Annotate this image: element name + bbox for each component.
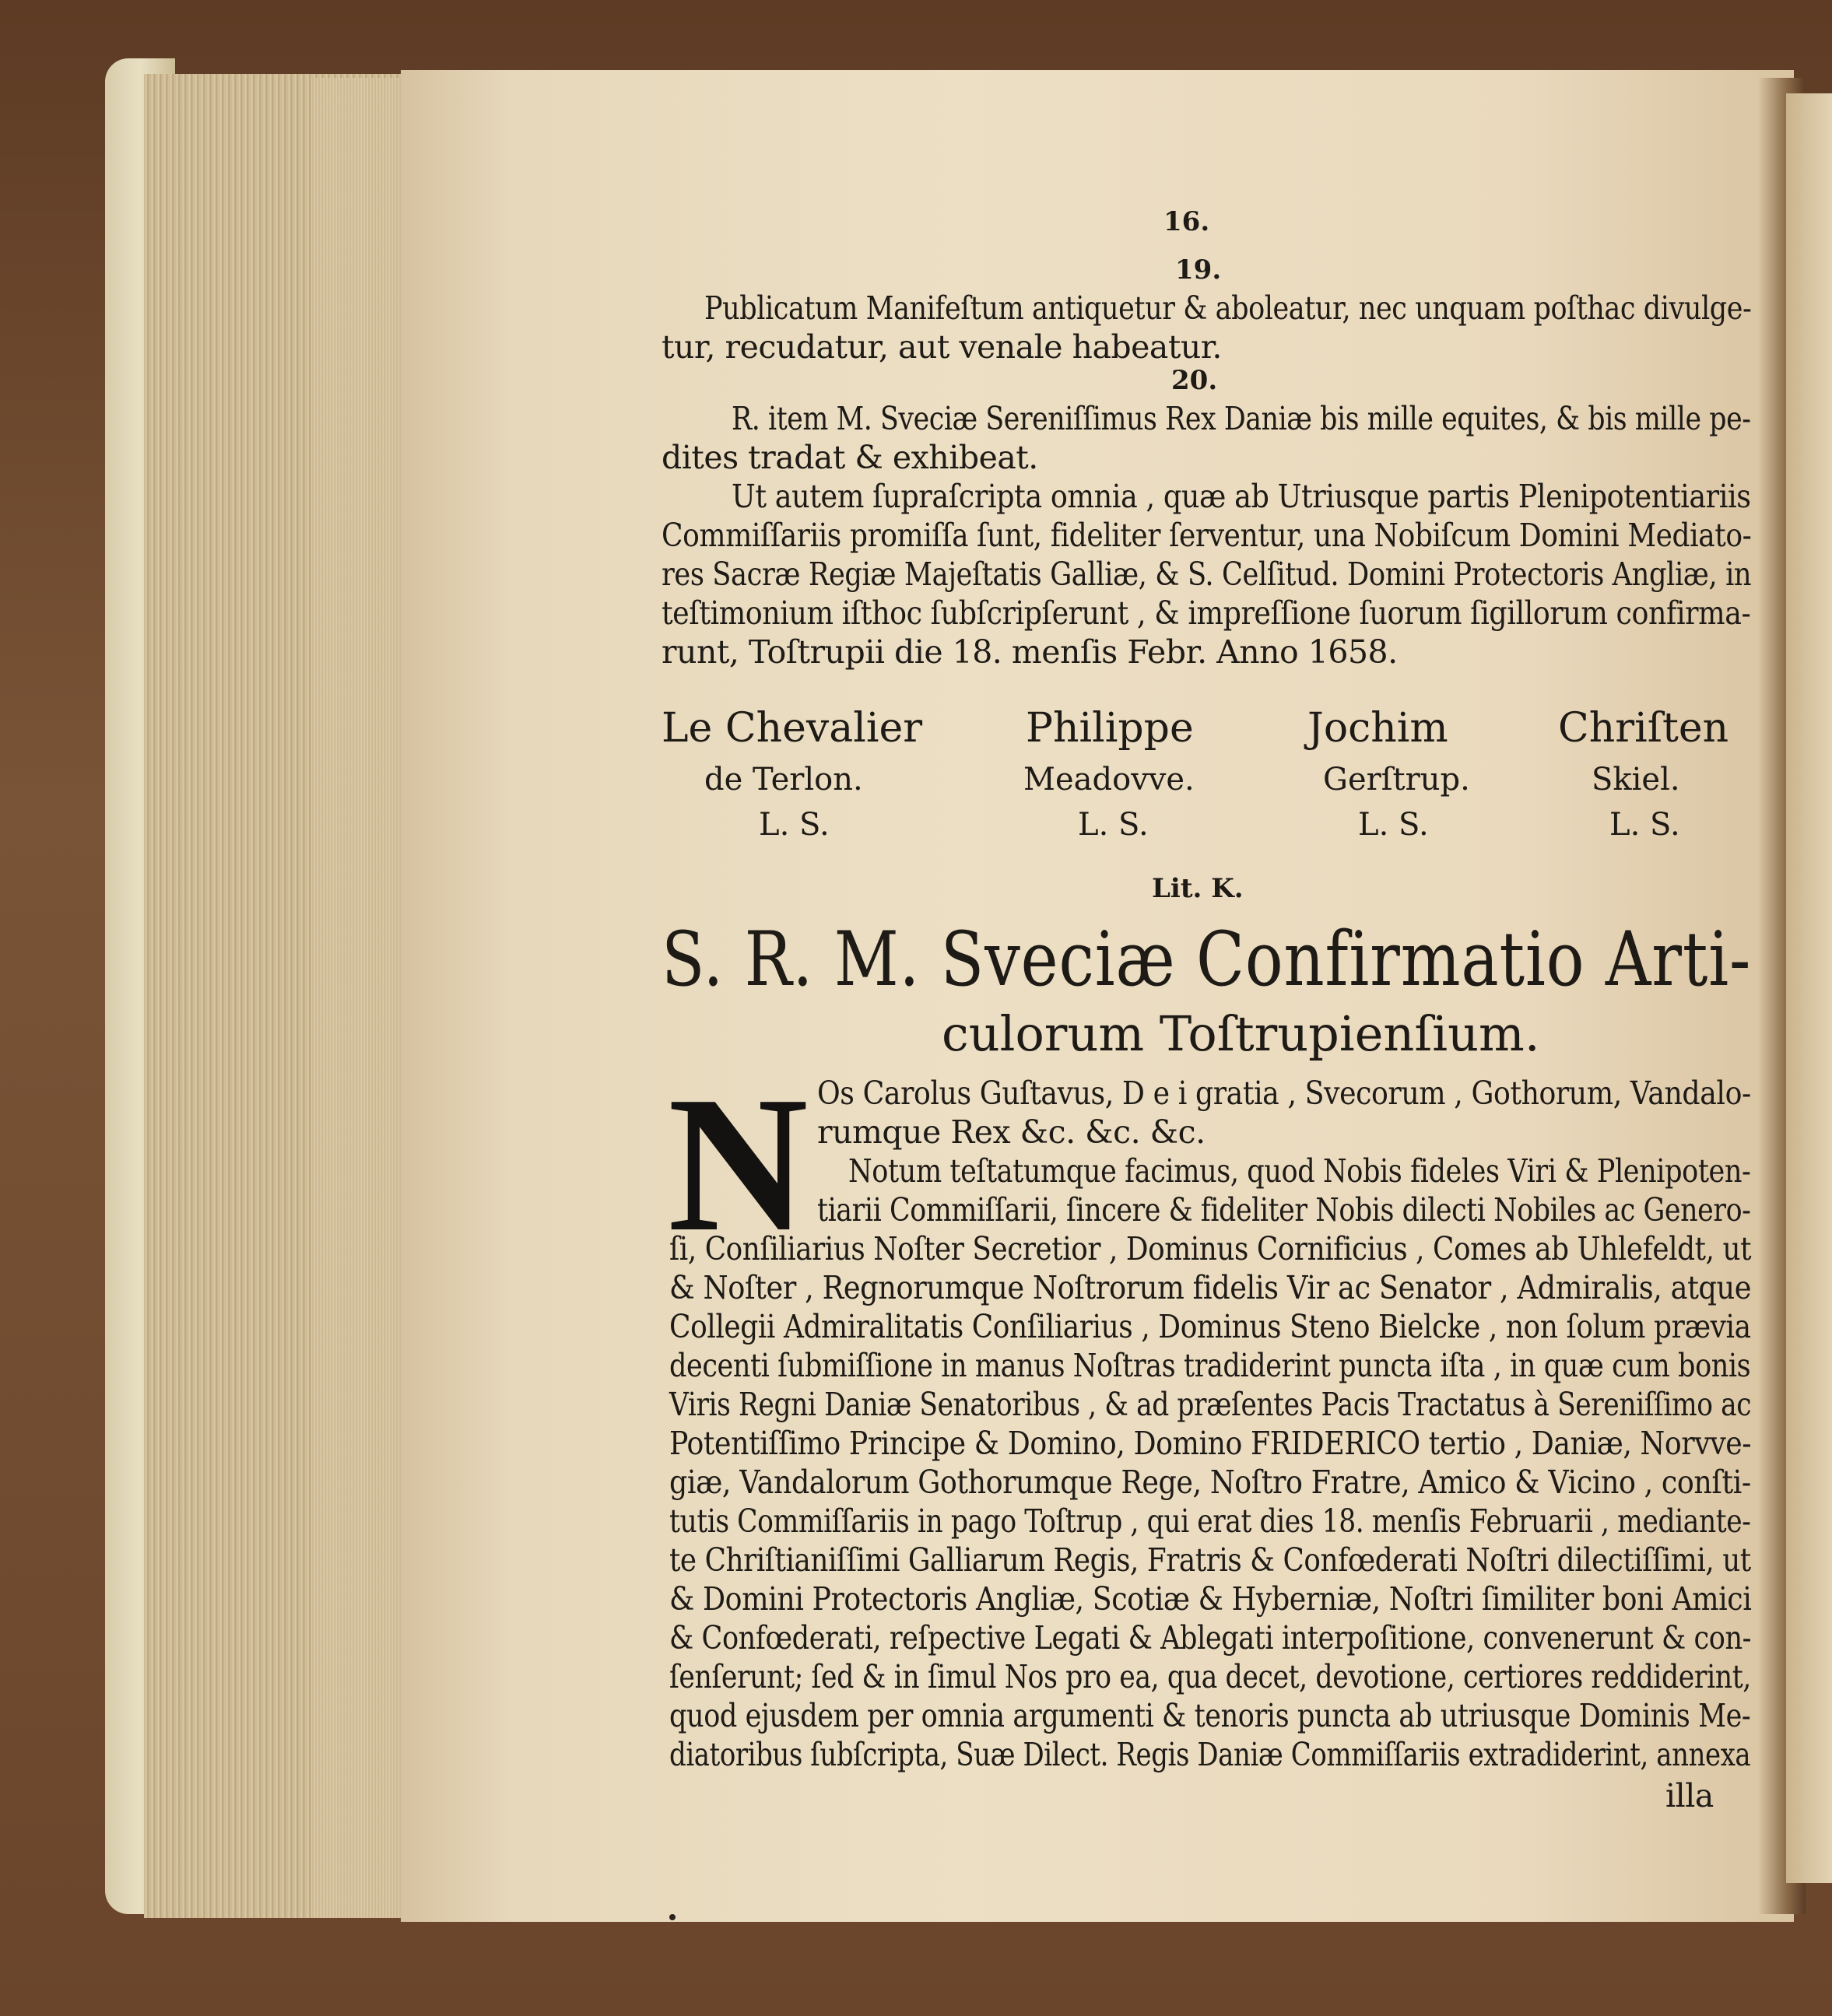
text-line: & Confœderati, reſpective Legati & Ablegati interpoſitione, convenerunt & con- <box>669 1619 1752 1657</box>
text-line: runt, Toſtrupii die 18. menſis Febr. Anno 1658. <box>662 633 1398 671</box>
text-line: Notum teſtatumque facimus, quod Nobis fideles Viri & Plenipoten- <box>848 1152 1751 1190</box>
signature-name: Le Chevalier <box>662 705 923 752</box>
letter-label: Lit. K. <box>1152 873 1244 904</box>
text-line: R. item M. Sveciæ Sereniſſimus Rex Daniæ bis mille equites, & bis mille pe- <box>732 400 1751 437</box>
drop-cap: N <box>668 1057 809 1272</box>
page-number: 16. <box>1163 206 1210 237</box>
signature-seal: L. S. <box>1078 807 1149 843</box>
text-line: teſtimonium iſthoc ſubſcripſerunt , & impreſſione ſuorum ſigillorum confirma- <box>662 594 1751 632</box>
signature-name: Chriſten <box>1558 705 1729 752</box>
section-number: 20. <box>1171 365 1218 396</box>
text-line: diatoribus ſubſcripta, Suæ Dilect. Regis Daniæ Commiſſariis extradiderint, annexa <box>669 1736 1751 1773</box>
text-line: ſi, Conſiliarius Noſter Secretior , Dominus Cornificius , Comes ab Uhlefeldt, ut <box>669 1230 1752 1267</box>
text-line: decenti ſubmiſſione in manus Noſtras tradiderint puncta iſta , in quæ cum bonis <box>669 1347 1751 1384</box>
signature-surname: Meadovve. <box>1023 762 1195 798</box>
signature-surname: Skiel. <box>1592 762 1680 798</box>
signature-surname: Gerſtrup. <box>1323 762 1470 798</box>
catchword: illa <box>1665 1777 1714 1814</box>
text-line: tiarii Commiſſarii, ſincere & fideliter Nobis dilecti Nobiles ac Genero- <box>817 1191 1751 1229</box>
text-line: rumque Rex &c. &c. &c. <box>817 1113 1206 1151</box>
text-line: Potentiſſimo Principe & Domino, Domino FRIDERICO tertio , Daniæ, Norvve- <box>669 1425 1752 1462</box>
signature-name: Jochim <box>1307 705 1448 752</box>
margin-mark <box>669 1914 676 1920</box>
signature-seal: L. S. <box>759 807 830 843</box>
facing-page-edge <box>1786 93 1832 1883</box>
text-line: Os Carolus Guſtavus, D e i gratia , Svecorum , Gothorum, Vandalo- <box>817 1075 1751 1112</box>
text-line: res Sacræ Regiæ Majeſtatis Galliæ, & S. Celſitud. Domini Protectoris Angliæ, in <box>662 556 1752 593</box>
text-line: Publicatum Manifeſtum antiquetur & aboleatur, nec unquam poſthac divulge- <box>704 289 1752 327</box>
document-subtitle: culorum Toſtrupienſium. <box>942 1005 1540 1062</box>
text-line: Collegii Admiralitatis Conſiliarius , Dominus Steno Bielcke , non ſolum prævia <box>669 1308 1751 1345</box>
section-number: 19. <box>1175 254 1222 286</box>
signature-surname: de Terlon. <box>704 762 863 798</box>
page-edges-inner <box>311 78 409 1918</box>
signature-name: Philippe <box>1026 705 1194 752</box>
text-line: giæ, Vandalorum Gothorumque Rege, Noſtro Fratre, Amico & Vicino , conſti- <box>669 1464 1751 1501</box>
text-line: ſenſerunt; ſed & in ſimul Nos pro ea, qua decet, devotione, certiores reddiderint, <box>669 1658 1751 1695</box>
signature-seal: L. S. <box>1609 807 1680 843</box>
document-title: S. R. M. Sveciæ Confirmatio Arti- <box>662 916 1752 1003</box>
text-line: quod ejusdem per omnia argumenti & tenoris puncta ab utriusque Dominis Me- <box>669 1697 1751 1734</box>
text-line: & Noſter , Regnorumque Noſtrorum fidelis Vir ac Senator , Admiralis, atque <box>669 1269 1752 1306</box>
text-line: tutis Commiſſariis in pago Toſtrup , qui erat dies 18. menſis Februarii , mediante- <box>669 1502 1751 1540</box>
text-line: dites tradat & exhibeat. <box>662 439 1038 476</box>
text-line: Commiſſariis promiſſa ſunt, fideliter ſerventur, una Nobiſcum Domini Mediato- <box>662 517 1752 554</box>
text-line: tur, recudatur, aut venale habeatur. <box>662 328 1222 366</box>
text-line: te Chriſtianiſſimi Galliarum Regis, Fratris & Confœderati Noſtri dilectiſſimi, ut <box>669 1541 1751 1579</box>
signature-seal: L. S. <box>1358 807 1429 843</box>
text-line: Viris Regni Daniæ Senatoribus , & ad præſentes Pacis Tractatus à Sereniſſimo ac <box>669 1386 1752 1423</box>
text-line: & Domini Protectoris Angliæ, Scotiæ & Hyberniæ, Noſtri ſimiliter boni Amici <box>669 1580 1752 1618</box>
text-line: Ut autem ſupraſcripta omnia , quæ ab Utriusque partis Plenipotentiariis <box>732 478 1751 515</box>
